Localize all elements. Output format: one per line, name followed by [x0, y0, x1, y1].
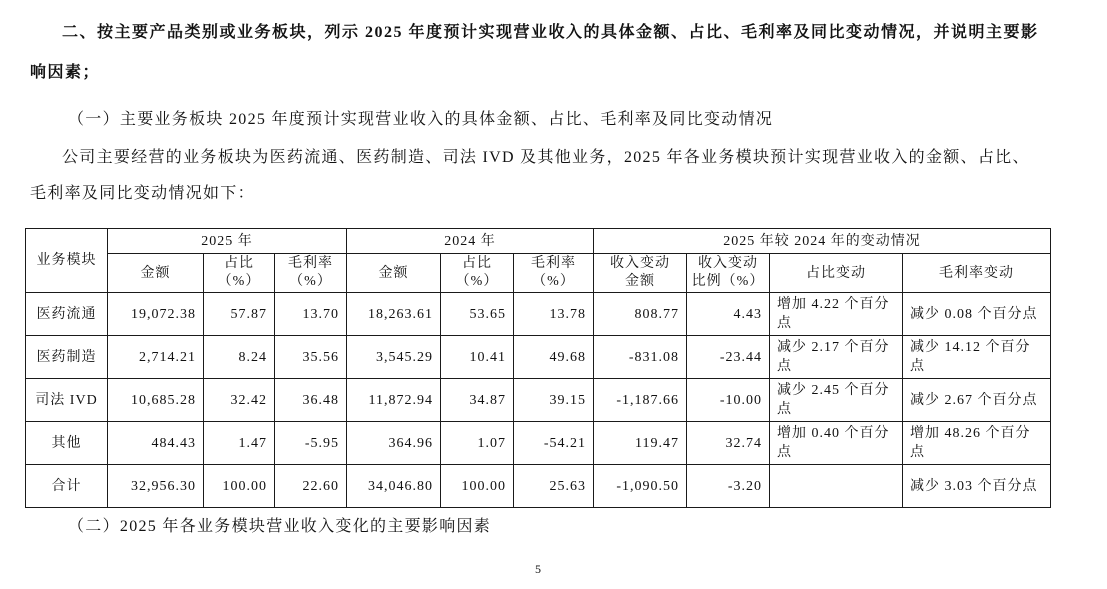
header-margin-2024 — [514, 254, 594, 293]
header-percent-unit: （%） — [455, 274, 499, 289]
margin-2024-cell: 13.78 — [514, 293, 594, 336]
amount-2024-cell: 364.96 — [347, 422, 441, 465]
share-change-cell — [770, 422, 903, 465]
revenue-change-amount-cell: 119.47 — [594, 422, 687, 465]
margin-change-cell-text: 减少 0.08 个百分点 — [910, 306, 1038, 322]
margin-change-cell — [903, 379, 1051, 422]
header-percent-unit: （%） — [532, 274, 575, 289]
header-margin-label: 毛利率 — [288, 256, 333, 271]
share-2025-cell: 57.87 — [204, 293, 275, 336]
margin-change-cell-text: 减少 3.03 个百分点 — [910, 478, 1038, 494]
amount-2025-cell: 32,956.30 — [108, 465, 204, 508]
segment-cell: 医药流通 — [26, 293, 108, 336]
amount-2024-cell: 3,545.29 — [347, 336, 441, 379]
amount-2024-cell: 18,263.61 — [347, 293, 441, 336]
share-change-cell-text: 减少 2.45 个百分点 — [777, 383, 890, 417]
share-2024-cell: 53.65 — [441, 293, 514, 336]
amount-2025-cell: 484.43 — [108, 422, 204, 465]
share-change-cell-text: 增加 0.40 个百分点 — [777, 426, 890, 460]
share-2025-cell: 100.00 — [204, 465, 275, 508]
header-revenue-change-amount — [594, 254, 687, 293]
subsection-heading-2: （二）2025 年各业务模块营业收入变化的主要影响因素 — [68, 518, 492, 535]
table-row — [26, 293, 1051, 336]
table-row — [26, 336, 1051, 379]
margin-change-cell — [903, 336, 1051, 379]
header-revenue-change-label: 收入变动 — [698, 256, 758, 271]
header-amount-2024: 金额 — [347, 254, 441, 293]
share-change-cell — [770, 379, 903, 422]
body-paragraph-line-1: 公司主要经营的业务板块为医药流通、医药制造、司法 IVD 及其他业务，2025 年各业务模块预计实现营业收入的金额、占比、 — [62, 149, 1030, 166]
revenue-change-ratio-cell: -23.44 — [687, 336, 770, 379]
header-segment: 业务模块 — [26, 229, 108, 293]
revenue-change-amount-cell: -1,187.66 — [594, 379, 687, 422]
margin-change-cell-text: 减少 2.67 个百分点 — [910, 392, 1038, 408]
header-percent-unit: （%） — [217, 274, 261, 289]
amount-2025-cell: 2,714.21 — [108, 336, 204, 379]
margin-2024-cell: -54.21 — [514, 422, 594, 465]
share-2025-cell: 1.47 — [204, 422, 275, 465]
header-margin-label: 毛利率 — [531, 256, 576, 271]
table-header-row-1 — [26, 229, 1051, 254]
section-heading-line-1: 二、按主要产品类别或业务板块，列示 2025 年度预计实现营业收入的具体金额、占比、毛利率及同比变动情况，并说明主要影 — [62, 24, 1039, 41]
subsection-heading-1: （一）主要业务板块 2025 年度预计实现营业收入的具体金额、占比、毛利率及同比变动情况 — [68, 111, 774, 128]
revenue-change-ratio-cell: -10.00 — [687, 379, 770, 422]
header-change-group: 2025 年较 2024 年的变动情况 — [594, 229, 1051, 254]
header-share-change: 占比变动 — [770, 254, 903, 293]
margin-2025-cell: 13.70 — [275, 293, 347, 336]
header-percent-unit: （%） — [289, 274, 332, 289]
margin-2025-cell: 35.56 — [275, 336, 347, 379]
share-change-cell-text: 增加 4.22 个百分点 — [777, 297, 890, 331]
table-row — [26, 422, 1051, 465]
margin-2025-cell: 36.48 — [275, 379, 347, 422]
table-header-row-2 — [26, 254, 1051, 293]
margin-2024-cell: 39.15 — [514, 379, 594, 422]
section-heading-line-2: 响因素； — [30, 64, 101, 81]
segment-cell: 医药制造 — [26, 336, 108, 379]
share-2025-cell: 8.24 — [204, 336, 275, 379]
body-paragraph-line-2: 毛利率及同比变动情况如下： — [30, 185, 255, 202]
amount-2024-cell: 34,046.80 — [347, 465, 441, 508]
revenue-change-ratio-cell: 32.74 — [687, 422, 770, 465]
share-2025-cell: 32.42 — [204, 379, 275, 422]
header-year-2025: 2025 年 — [108, 229, 347, 254]
header-revenue-change-ratio-label: 比例（%） — [691, 274, 765, 289]
revenue-change-amount-cell: -1,090.50 — [594, 465, 687, 508]
header-margin-2025 — [275, 254, 347, 293]
revenue-change-ratio-cell: 4.43 — [687, 293, 770, 336]
share-change-cell — [770, 293, 903, 336]
share-2024-cell: 100.00 — [441, 465, 514, 508]
revenue-change-amount-cell: -831.08 — [594, 336, 687, 379]
segment-cell: 合计 — [26, 465, 108, 508]
share-2024-cell: 34.87 — [441, 379, 514, 422]
header-share-2024 — [441, 254, 514, 293]
page-number: 5 — [535, 562, 541, 576]
margin-2024-cell: 25.63 — [514, 465, 594, 508]
margin-change-cell-text: 减少 14.12 个百分点 — [910, 340, 1031, 374]
share-change-cell — [770, 465, 903, 508]
amount-2025-cell: 19,072.38 — [108, 293, 204, 336]
segment-cell: 其他 — [26, 422, 108, 465]
share-change-cell-text: 减少 2.17 个百分点 — [777, 340, 890, 374]
margin-2025-cell: -5.95 — [275, 422, 347, 465]
header-share-label: 占比 — [462, 256, 492, 271]
header-revenue-change-amount-label: 金额 — [625, 274, 655, 289]
amount-2024-cell: 11,872.94 — [347, 379, 441, 422]
header-revenue-change-ratio — [687, 254, 770, 293]
header-year-2024: 2024 年 — [347, 229, 594, 254]
margin-2024-cell: 49.68 — [514, 336, 594, 379]
revenue-change-ratio-cell: -3.20 — [687, 465, 770, 508]
share-2024-cell: 1.07 — [441, 422, 514, 465]
margin-change-cell — [903, 293, 1051, 336]
margin-change-cell — [903, 465, 1051, 508]
header-share-2025 — [204, 254, 275, 293]
share-change-cell — [770, 336, 903, 379]
margin-2025-cell: 22.60 — [275, 465, 347, 508]
share-2024-cell: 10.41 — [441, 336, 514, 379]
header-revenue-change-label: 收入变动 — [610, 256, 670, 271]
segment-cell: 司法 IVD — [26, 379, 108, 422]
header-margin-change: 毛利率变动 — [903, 254, 1051, 293]
revenue-table — [25, 228, 1051, 508]
margin-change-cell — [903, 422, 1051, 465]
header-share-label: 占比 — [224, 256, 254, 271]
table-row — [26, 379, 1051, 422]
header-amount-2025: 金额 — [108, 254, 204, 293]
amount-2025-cell: 10,685.28 — [108, 379, 204, 422]
table-row — [26, 465, 1051, 508]
revenue-change-amount-cell: 808.77 — [594, 293, 687, 336]
margin-change-cell-text: 增加 48.26 个百分点 — [910, 426, 1031, 460]
